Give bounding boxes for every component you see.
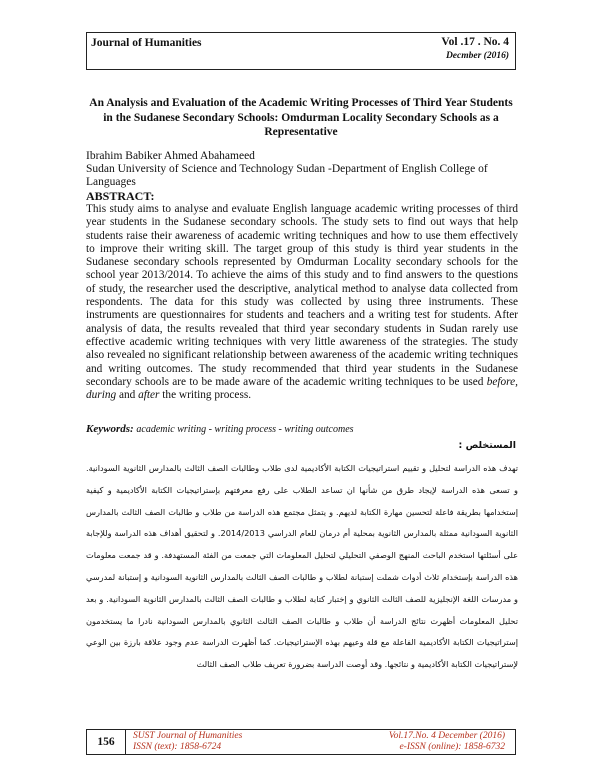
abstract-after: after <box>138 389 160 402</box>
abstract-during: during <box>86 389 117 402</box>
journal-name: Journal of Humanities <box>91 37 202 49</box>
abstract-heading: ABSTRACT: <box>86 189 155 203</box>
abstract-body <box>86 203 518 402</box>
journal-footer <box>86 729 516 755</box>
journal-header <box>86 32 516 70</box>
volume-number: Vol .17 . No. 4 <box>441 36 509 48</box>
abstract-end: the writing process. <box>162 389 252 402</box>
footer-volume: Vol.17.No. 4 December (2016) <box>388 731 505 741</box>
keywords-label: Keywords: <box>86 423 134 435</box>
abstract-text: This study aims to analyse and evaluate English language academic writing processes of third year students in the Sudanese secondary schools. The study sets to find out ways that help students raise their awareness of academic writing techniques and how to use them effectively to improve their writing skill. The target group of this study is third year students in the Sudanese secondary schools represented by Omdurman Locality secondary schools for the school year 2013/2014. To achieve the aims of this study and to find answers to the questions of study, the researcher used the descriptive, analytical method to analyse data collected from respondents. The data for this study was collected by using three instruments. These instruments are questionnaires for students and teachers and a writing test for students. After analysis of data, the results revealed that third year secondary students in Sudan rarely use effective academic writing techniques with very little awareness of the strategies. The study also revealed no significant relationship between awareness of the academic writing techniques and writing outcomes. The study recommended that third year students in the Sudanese secondary schools are to be made aware of the academic writing techniques to be used <box>86 203 518 388</box>
footer-journal: SUST Journal of Humanities <box>133 731 243 741</box>
arabic-abstract-heading: المستخلص : <box>458 440 516 451</box>
author-affiliation: Sudan University of Science and Technology Sudan -Department of English College of Languages <box>86 163 488 188</box>
author-name: Ibrahim Babiker Ahmed Abahameed <box>86 150 255 162</box>
footer-eissn: e-ISSN (online): 1858-6732 <box>399 742 505 752</box>
abstract-before: before, <box>486 375 518 388</box>
keywords-line <box>86 423 354 436</box>
paper-title: An Analysis and Evaluation of the Academic Writing Processes of Third Year Students in the Sudanese Secondary Schools: Omdurman Locality Secondary Schools as a Representative <box>89 97 513 138</box>
issue-date: Decmber (2016) <box>445 51 509 61</box>
footer-issn: ISSN (text): 1858-6724 <box>133 742 222 752</box>
page-number: 156 <box>87 730 126 754</box>
keywords-list: academic writing - writing process - writing outcomes <box>136 424 354 435</box>
abstract-and: and <box>118 389 136 402</box>
arabic-abstract-body: تهدف هذه الدراسة لتحليل و تقييم استراتيجيات الكتابة الأكاديمية لدى طلاب وطالبات الصف الثالث بالمدارس الثانوية السودانية. و تسعى هذه الدراسة لإيجاد طرق من شأنها ان تساعد الطلاب على رفع معرفتهم بإستراتيجيات الكتابة الأكاديمية و كيفية إستخدامها بطريقة فاعلة لتحسين مهارة الكتابة لديهم. و يتمثل مجتمع هذه الدراسة من طلاب و طالبات الصف الثالث بالمدارس الثانوية السودانية ممثلة بالمدارس الثانوية بمحلية أم درمان للعام الدراسي 2014/2013. و لتحقيق أهداف هذه الدراسة وللإجابة على أسئلتها استخدم الباحث المنهج الوصفي التحليلي لتحليل المعلومات التي جمعت من الفئة المستهدفة. و قد جمعت معلومات هذه الدراسة بإستخدام ثلاث أدوات شملت إستبانة لطلاب و طالبات الصف الثالث بالمدارس الثانوية السودانية و إستبانة لمدرسي و مدرسات اللغة الإنجليزية للصف الثالث الثانوي و إختبار كتابة لطلاب و طالبات الصف الثالث بالمدارس الثانوية السودانية. و بعد تحليل المعلومات أظهرت نتائج الدراسة أن طلاب و طالبات الصف الثالث الثانوي بالمدارس السودانية نادرا ما يستخدمون إستراتيجيات الكتابة الأكاديمية الفاعلة مع قلة وعيهم بهذه الإستراتيجيات. كما أظهرت الدراسة عدم وجود علاقة بارزة بين الوعي لإستراتيجيات الكتابة الأكاديمية و نتائجها. وقد أوصت الدراسة بضرورة تعريف طلاب الصف الثالث <box>86 463 519 670</box>
